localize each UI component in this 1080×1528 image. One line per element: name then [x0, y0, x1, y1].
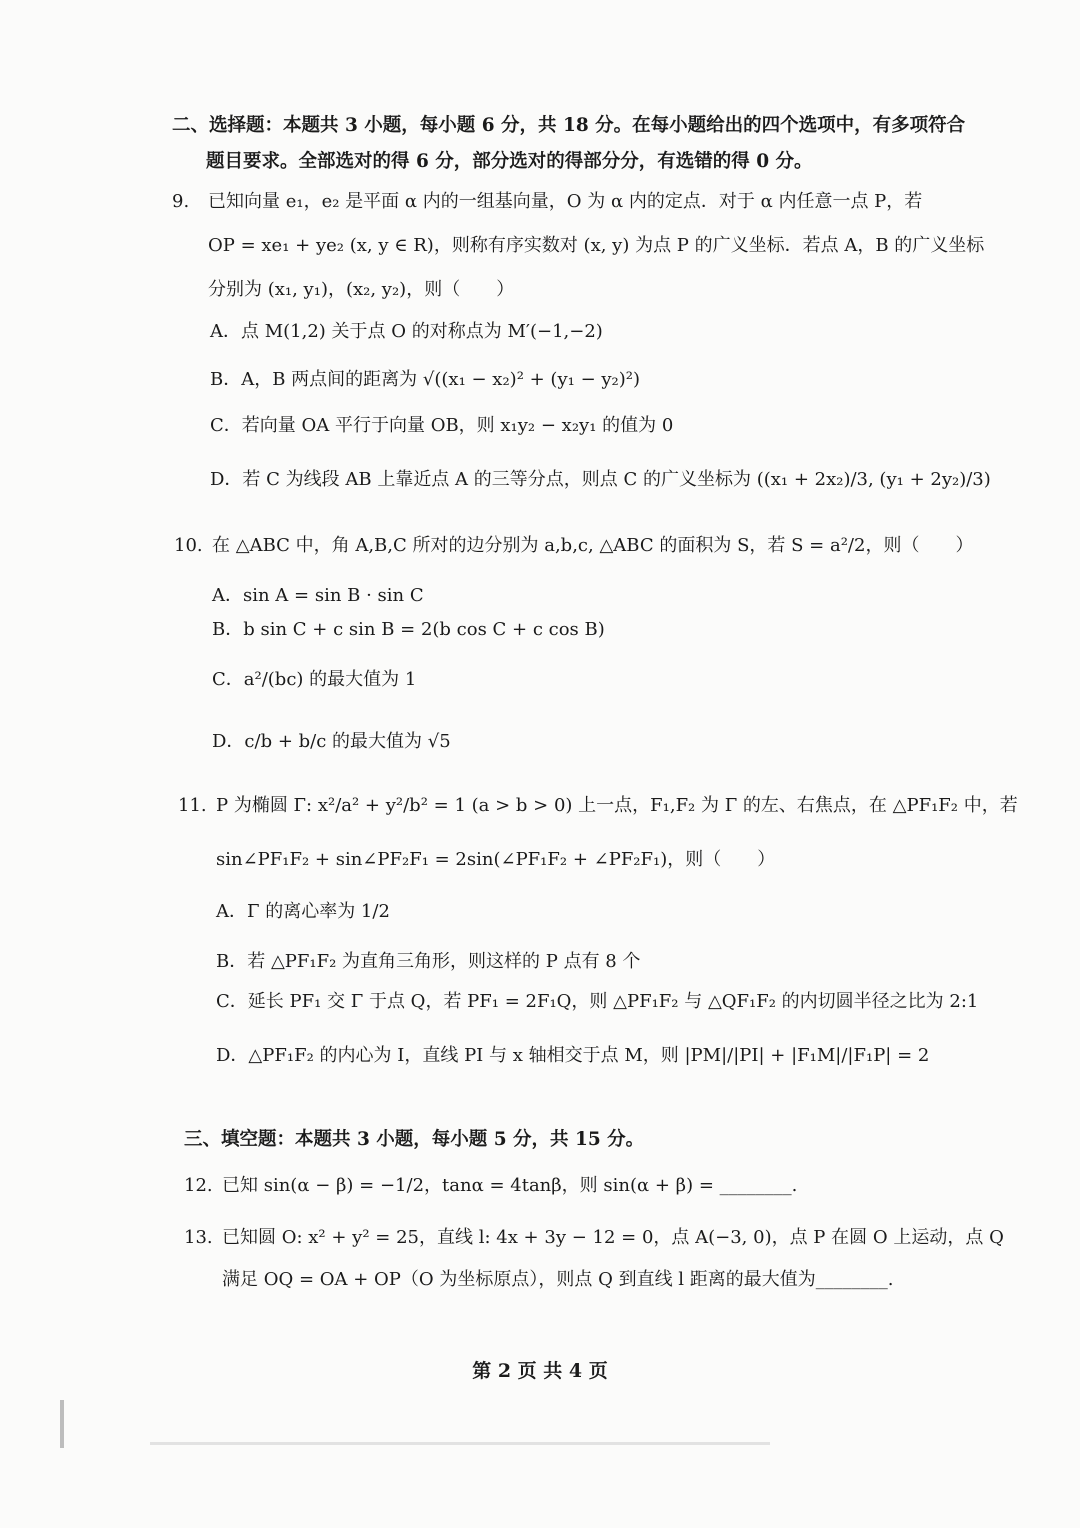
q10-option-b: B．b sin C + c sin B = 2(b cos C + c cos B): [212, 619, 605, 640]
q9-option-a: A．点 M(1,2) 关于点 O 的对称点为 M′(−1,−2): [210, 321, 603, 342]
q9-line3: 分别为 (x₁, y₁)，(x₂, y₂)，则（ ）: [208, 279, 515, 300]
section3-header: 三、填空题：本题共 3 小题，每小题 5 分，共 15 分。: [184, 1129, 645, 1150]
q13-line1: 已知圆 O: x² + y² = 25，直线 l: 4x + 3y − 12 = 0，点 A(−3, 0)，点 P 在圆 O 上运动，点 Q: [222, 1227, 1004, 1248]
q12-stem: 已知 sin(α − β) = −1/2，tanα = 4tanβ，则 sin(α + β) = ________.: [222, 1175, 798, 1196]
q10-stem: 在 △ABC 中，角 A,B,C 所对的边分别为 a,b,c, △ABC 的面积为 S，若 S = a²/2，则（ ）: [212, 535, 974, 556]
q10-option-a: A．sin A = sin B · sin C: [212, 585, 424, 606]
q9-number: 9.: [172, 191, 190, 212]
q10-option-d: D．c/b + b/c 的最大值为 √5: [212, 731, 451, 752]
q9-option-b: B．A，B 两点间的距离为 √((x₁ − x₂)² + (y₁ − y₂)²): [210, 369, 641, 390]
q12-number: 12.: [184, 1175, 213, 1196]
q11-line2: sin∠PF₁F₂ + sin∠PF₂F₁ = 2sin(∠PF₁F₂ + ∠PF₂F₁)，则（ ）: [216, 849, 776, 870]
scan-bottom-mark: [150, 1442, 770, 1445]
q13-line2: 满足 OQ = OA + OP（O 为坐标原点），则点 Q 到直线 l 距离的最大值为________.: [222, 1269, 894, 1290]
section2-header-line1: 二、选择题：本题共 3 小题，每小题 6 分，共 18 分。在每小题给出的四个选项中，有多项符合: [172, 115, 966, 136]
scan-edge-mark: [60, 1400, 64, 1448]
q11-option-d: D．△PF₁F₂ 的内心为 I，直线 PI 与 x 轴相交于点 M，则 |PM|/|PI| + |F₁M|/|F₁P| = 2: [216, 1045, 930, 1066]
q13-number: 13.: [184, 1227, 213, 1248]
section2-header-line2: 题目要求。全部选对的得 6 分，部分选对的得部分分，有选错的得 0 分。: [206, 151, 813, 172]
q11-option-a: A．Γ 的离心率为 1/2: [216, 901, 390, 922]
q11-line1: P 为椭圆 Γ: x²/a² + y²/b² = 1 (a > b > 0) 上一点，F₁,F₂ 为 Γ 的左、右焦点，在 △PF₁F₂ 中，若: [216, 795, 1018, 816]
q9-option-c: C．若向量 OA 平行于向量 OB，则 x₁y₂ − x₂y₁ 的值为 0: [210, 415, 674, 436]
q9-line1: 已知向量 e₁，e₂ 是平面 α 内的一组基向量，O 为 α 内的定点．对于 α 内任意一点 P，若: [208, 191, 923, 212]
q11-option-b: B．若 △PF₁F₂ 为直角三角形，则这样的 P 点有 8 个: [216, 951, 641, 972]
q11-option-c: C．延长 PF₁ 交 Γ 于点 Q，若 PF₁ = 2F₁Q，则 △PF₁F₂ 与 △QF₁F₂ 的内切圆半径之比为 2:1: [216, 991, 979, 1012]
page-footer: 第 2 页 共 4 页: [472, 1360, 608, 1382]
q10-option-c: C．a²/(bc) 的最大值为 1: [212, 669, 417, 690]
q9-option-d: D．若 C 为线段 AB 上靠近点 A 的三等分点，则点 C 的广义坐标为 ((x₁ + 2x₂)/3, (y₁ + 2y₂)/3): [210, 469, 991, 490]
q10-number: 10.: [174, 535, 203, 556]
q9-line2: OP = xe₁ + ye₂ (x, y ∈ R)，则称有序实数对 (x, y) 为点 P 的广义坐标．若点 A，B 的广义坐标: [208, 235, 985, 256]
q11-number: 11.: [178, 795, 207, 816]
